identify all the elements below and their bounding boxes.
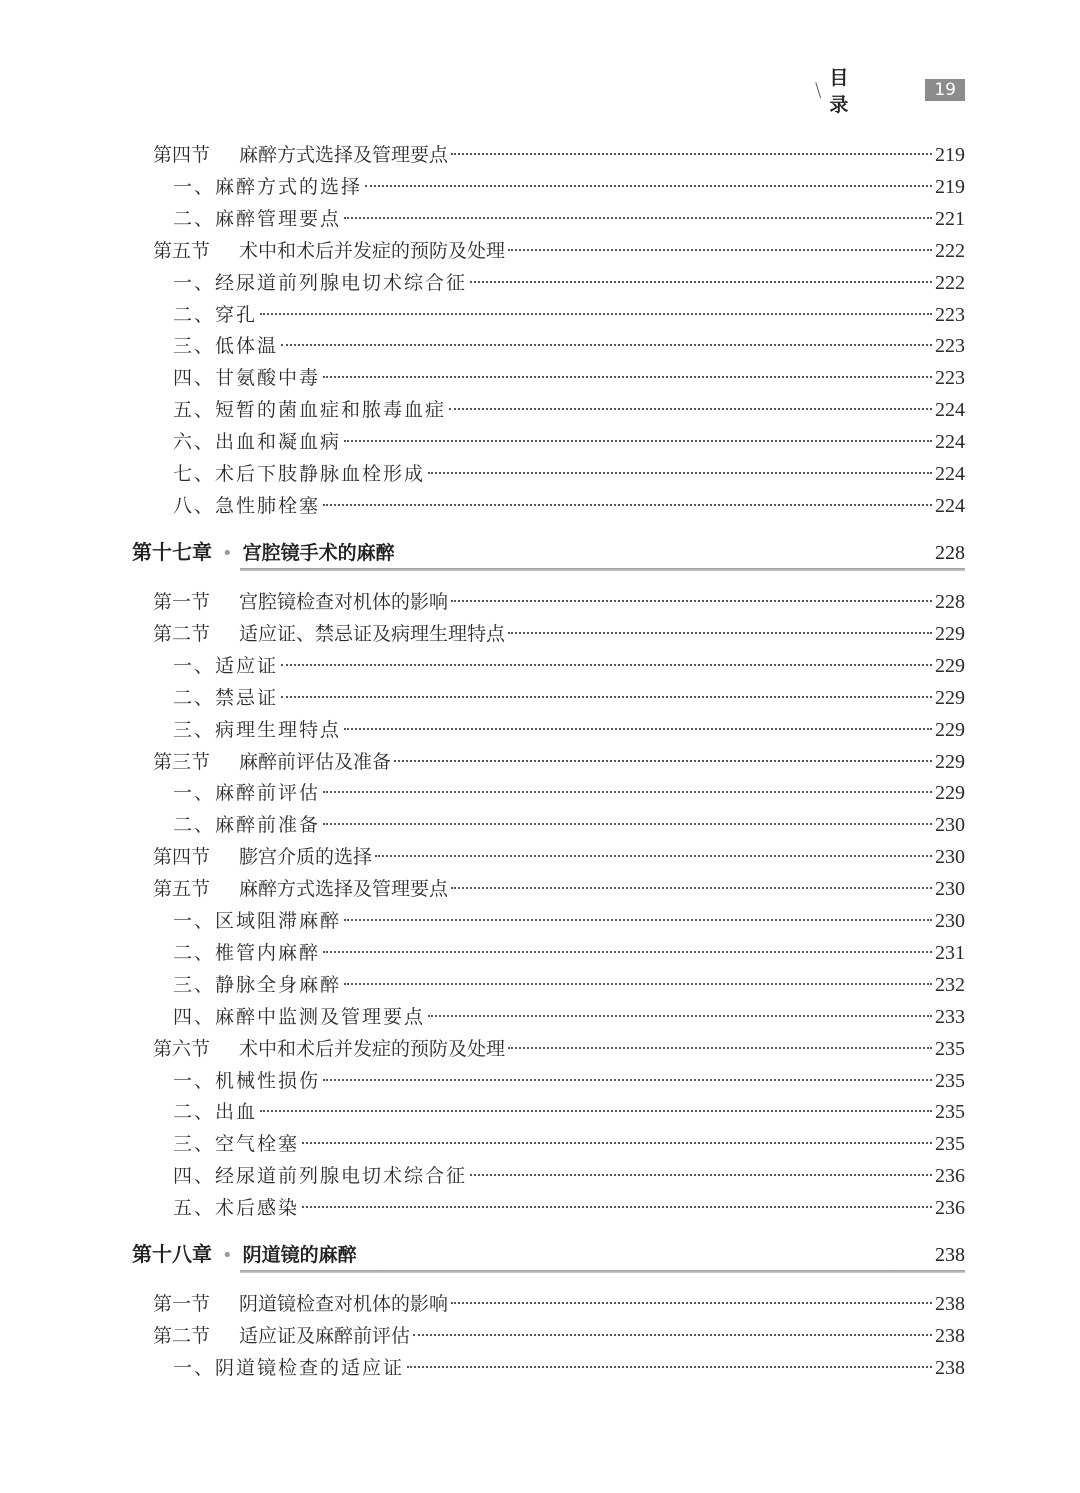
entry-label: 二、麻醉前准备 bbox=[173, 814, 321, 837]
header-title: 目录 bbox=[829, 67, 883, 116]
entry-label: 二、麻醉管理要点 bbox=[173, 207, 342, 230]
entry-label: 四、甘氨酸中毒 bbox=[173, 367, 321, 390]
dot-leader bbox=[323, 791, 932, 793]
entry-label: 三、静脉全身麻醉 bbox=[173, 973, 342, 996]
chapter-bullet: • bbox=[222, 1245, 233, 1266]
dot-leader bbox=[260, 313, 932, 315]
entry-page-number: 219 bbox=[935, 144, 965, 166]
entry-page-number: 230 bbox=[935, 846, 965, 869]
toc-subsection-entry[interactable] bbox=[173, 1002, 965, 1032]
entry-page-number: 222 bbox=[935, 271, 965, 294]
chapter-page: 238 bbox=[935, 1244, 965, 1266]
toc-subsection-entry[interactable] bbox=[173, 331, 965, 361]
entry-page-number: 224 bbox=[935, 431, 965, 454]
dot-leader bbox=[302, 1206, 932, 1208]
toc-subsection-entry[interactable] bbox=[173, 268, 965, 298]
entry-page-number: 235 bbox=[935, 1037, 965, 1060]
toc-section-entry[interactable] bbox=[153, 1034, 965, 1064]
section-number: 第二节 bbox=[153, 622, 211, 645]
dot-leader bbox=[344, 983, 932, 985]
toc-subsection-entry[interactable] bbox=[173, 427, 965, 457]
toc-subsection-entry[interactable] bbox=[173, 300, 965, 330]
entry-page-number: 224 bbox=[935, 399, 965, 422]
toc-section-entry[interactable] bbox=[153, 747, 965, 777]
toc-subsection-entry[interactable] bbox=[173, 970, 965, 1000]
toc-subsection-entry[interactable] bbox=[173, 1161, 965, 1191]
entry-label: 宫腔镜检查对机体的影响 bbox=[239, 591, 449, 613]
dot-leader bbox=[470, 281, 932, 283]
dot-leader bbox=[323, 951, 932, 953]
entry-label: 五、术后感染 bbox=[173, 1197, 300, 1220]
entry-page-number: 222 bbox=[935, 239, 965, 262]
section-number: 第二节 bbox=[153, 1324, 211, 1347]
entry-page-number: 236 bbox=[935, 1165, 965, 1188]
section-number: 第五节 bbox=[153, 878, 211, 901]
dot-leader bbox=[323, 376, 932, 378]
entry-label: 三、低体温 bbox=[173, 335, 279, 358]
dot-leader bbox=[323, 823, 932, 825]
dot-leader bbox=[375, 855, 932, 857]
entry-label: 二、穿孔 bbox=[173, 303, 258, 326]
dot-leader bbox=[407, 1366, 932, 1368]
toc-section-entry[interactable] bbox=[153, 236, 965, 266]
chapter-heading-17[interactable] bbox=[132, 536, 965, 570]
section-number: 第三节 bbox=[153, 750, 211, 773]
running-header bbox=[815, 67, 965, 116]
dot-leader bbox=[344, 217, 932, 219]
dot-leader bbox=[281, 344, 932, 346]
header-slash: \ bbox=[815, 79, 822, 101]
entry-page-number: 223 bbox=[935, 335, 965, 358]
entry-label: 一、麻醉方式的选择 bbox=[173, 175, 363, 198]
chapter-number: 第十八章 bbox=[132, 1242, 212, 1266]
toc-subsection-entry[interactable] bbox=[173, 683, 965, 713]
dot-leader bbox=[428, 1015, 932, 1017]
section-number: 第六节 bbox=[153, 1037, 211, 1060]
entry-label: 麻醉方式选择及管理要点 bbox=[239, 878, 449, 901]
entry-label: 一、阴道镜检查的适应证 bbox=[173, 1356, 405, 1379]
entry-page-number: 229 bbox=[935, 622, 965, 645]
chapter-title: 阴道镜的麻醉 bbox=[242, 1244, 357, 1266]
entry-page-number: 223 bbox=[935, 303, 965, 326]
section-number: 第四节 bbox=[153, 144, 211, 166]
entry-page-number: 229 bbox=[935, 686, 965, 709]
toc-subsection-entry[interactable] bbox=[173, 204, 965, 234]
toc-subsection-entry[interactable] bbox=[173, 459, 965, 489]
toc-subsection-entry[interactable] bbox=[173, 906, 965, 936]
toc-subsection-entry[interactable] bbox=[173, 491, 965, 521]
entry-label: 术中和术后并发症的预防及处理 bbox=[239, 1037, 506, 1060]
entry-label: 麻醉前评估及准备 bbox=[239, 750, 392, 773]
entry-label: 四、麻醉中监测及管理要点 bbox=[173, 1005, 426, 1028]
entry-label: 一、机械性损伤 bbox=[173, 1069, 321, 1092]
entry-page-number: 221 bbox=[935, 207, 965, 230]
toc-section-entry[interactable] bbox=[153, 1289, 965, 1319]
entry-page-number: 230 bbox=[935, 878, 965, 901]
entry-page-number: 231 bbox=[935, 941, 965, 964]
toc-subsection-entry[interactable] bbox=[173, 363, 965, 393]
section-number: 第五节 bbox=[153, 239, 211, 262]
entry-label: 适应证及麻醉前评估 bbox=[239, 1324, 411, 1347]
entry-page-number: 236 bbox=[935, 1197, 965, 1220]
chapter-number: 第十七章 bbox=[132, 540, 212, 564]
entry-label: 八、急性肺栓塞 bbox=[173, 494, 321, 517]
chapter-page: 228 bbox=[935, 542, 965, 564]
entry-label: 术中和术后并发症的预防及处理 bbox=[239, 239, 506, 262]
entry-page-number: 232 bbox=[935, 973, 965, 996]
entry-label: 二、禁忌证 bbox=[173, 686, 279, 709]
dot-leader bbox=[394, 760, 932, 762]
entry-label: 一、经尿道前列腺电切术综合征 bbox=[173, 271, 468, 294]
entry-page-number: 224 bbox=[935, 494, 965, 517]
entry-label: 一、区域阻滞麻醉 bbox=[173, 910, 342, 932]
dot-leader bbox=[323, 1079, 932, 1081]
dot-leader bbox=[451, 153, 932, 155]
entry-page-number: 235 bbox=[935, 1101, 965, 1124]
entry-page-number: 230 bbox=[935, 910, 965, 932]
toc-section-entry[interactable] bbox=[153, 619, 965, 649]
toc-subsection-entry[interactable] bbox=[173, 715, 965, 745]
section-number: 第一节 bbox=[153, 1293, 211, 1315]
toc-subsection-entry[interactable] bbox=[173, 938, 965, 968]
dot-leader bbox=[428, 472, 932, 474]
entry-label: 麻醉方式选择及管理要点 bbox=[239, 144, 449, 166]
entry-label: 二、出血 bbox=[173, 1101, 258, 1124]
dot-leader bbox=[365, 185, 932, 187]
entry-page-number: 229 bbox=[935, 782, 965, 805]
toc-section-entry[interactable] bbox=[153, 1321, 965, 1351]
entry-label: 六、出血和凝血病 bbox=[173, 431, 342, 454]
entry-label: 五、短暂的菌血症和脓毒血症 bbox=[173, 399, 447, 422]
dot-leader bbox=[344, 440, 932, 442]
dot-leader bbox=[451, 600, 932, 602]
dot-leader bbox=[449, 408, 932, 410]
toc-section-entry[interactable] bbox=[153, 140, 965, 170]
entry-page-number: 230 bbox=[935, 814, 965, 837]
entry-label: 二、椎管内麻醉 bbox=[173, 941, 321, 964]
entry-page-number: 223 bbox=[935, 367, 965, 390]
section-number: 第一节 bbox=[153, 591, 211, 613]
chapter-bullet: • bbox=[222, 543, 233, 564]
dot-leader bbox=[302, 1142, 932, 1144]
entry-page-number: 229 bbox=[935, 654, 965, 677]
entry-page-number: 229 bbox=[935, 750, 965, 773]
toc-subsection-entry[interactable] bbox=[173, 1353, 965, 1383]
dot-leader bbox=[508, 632, 932, 634]
toc-section-entry[interactable] bbox=[153, 842, 965, 872]
dot-leader bbox=[344, 728, 932, 730]
entry-page-number: 235 bbox=[935, 1069, 965, 1092]
entry-label: 阴道镜检查对机体的影响 bbox=[239, 1293, 449, 1315]
entry-label: 适应证、禁忌证及病理生理特点 bbox=[239, 622, 506, 645]
toc-subsection-entry[interactable] bbox=[173, 1097, 965, 1127]
toc-subsection-entry[interactable] bbox=[173, 1129, 965, 1159]
entry-page-number: 238 bbox=[935, 1324, 965, 1347]
dot-leader bbox=[451, 1302, 932, 1304]
toc-subsection-entry[interactable] bbox=[173, 395, 965, 425]
dot-leader bbox=[508, 249, 932, 251]
entry-page-number: 228 bbox=[935, 591, 965, 613]
dot-leader bbox=[508, 1047, 932, 1049]
toc-subsection-entry[interactable] bbox=[173, 810, 965, 840]
chapter-rule bbox=[240, 568, 965, 571]
entry-label: 一、适应证 bbox=[173, 654, 279, 677]
entry-label: 七、术后下肢静脉血栓形成 bbox=[173, 463, 426, 485]
header-page-number: 19 bbox=[925, 79, 965, 101]
entry-label: 一、麻醉前评估 bbox=[173, 782, 321, 805]
entry-page-number: 235 bbox=[935, 1133, 965, 1156]
entry-label: 三、空气栓塞 bbox=[173, 1133, 300, 1156]
toc-subsection-entry[interactable] bbox=[173, 1193, 965, 1223]
toc-subsection-entry[interactable] bbox=[173, 1066, 965, 1096]
chapter-heading-18[interactable] bbox=[132, 1238, 965, 1272]
dot-leader bbox=[344, 919, 932, 921]
entry-page-number: 224 bbox=[935, 463, 965, 485]
chapter-rule bbox=[240, 1270, 965, 1273]
toc-subsection-entry[interactable] bbox=[173, 778, 965, 808]
toc-subsection-entry[interactable] bbox=[173, 651, 965, 681]
toc-subsection-entry[interactable] bbox=[173, 172, 965, 202]
toc-section-entry[interactable] bbox=[153, 587, 965, 617]
dot-leader bbox=[281, 664, 932, 666]
chapter-title: 宫腔镜手术的麻醉 bbox=[242, 542, 395, 564]
dot-leader bbox=[281, 696, 932, 698]
toc-section-entry[interactable] bbox=[153, 874, 965, 904]
dot-leader bbox=[470, 1174, 932, 1176]
dot-leader bbox=[260, 1110, 932, 1112]
entry-label: 膨宫介质的选择 bbox=[239, 846, 373, 869]
entry-page-number: 238 bbox=[935, 1356, 965, 1379]
section-number: 第四节 bbox=[153, 846, 211, 869]
entry-page-number: 219 bbox=[935, 175, 965, 198]
entry-page-number: 238 bbox=[935, 1293, 965, 1315]
dot-leader bbox=[323, 504, 932, 506]
entry-label: 三、病理生理特点 bbox=[173, 718, 342, 741]
dot-leader bbox=[451, 887, 932, 889]
entry-page-number: 233 bbox=[935, 1005, 965, 1028]
entry-label: 四、经尿道前列腺电切术综合征 bbox=[173, 1165, 468, 1188]
dot-leader bbox=[413, 1334, 932, 1336]
entry-page-number: 229 bbox=[935, 718, 965, 741]
